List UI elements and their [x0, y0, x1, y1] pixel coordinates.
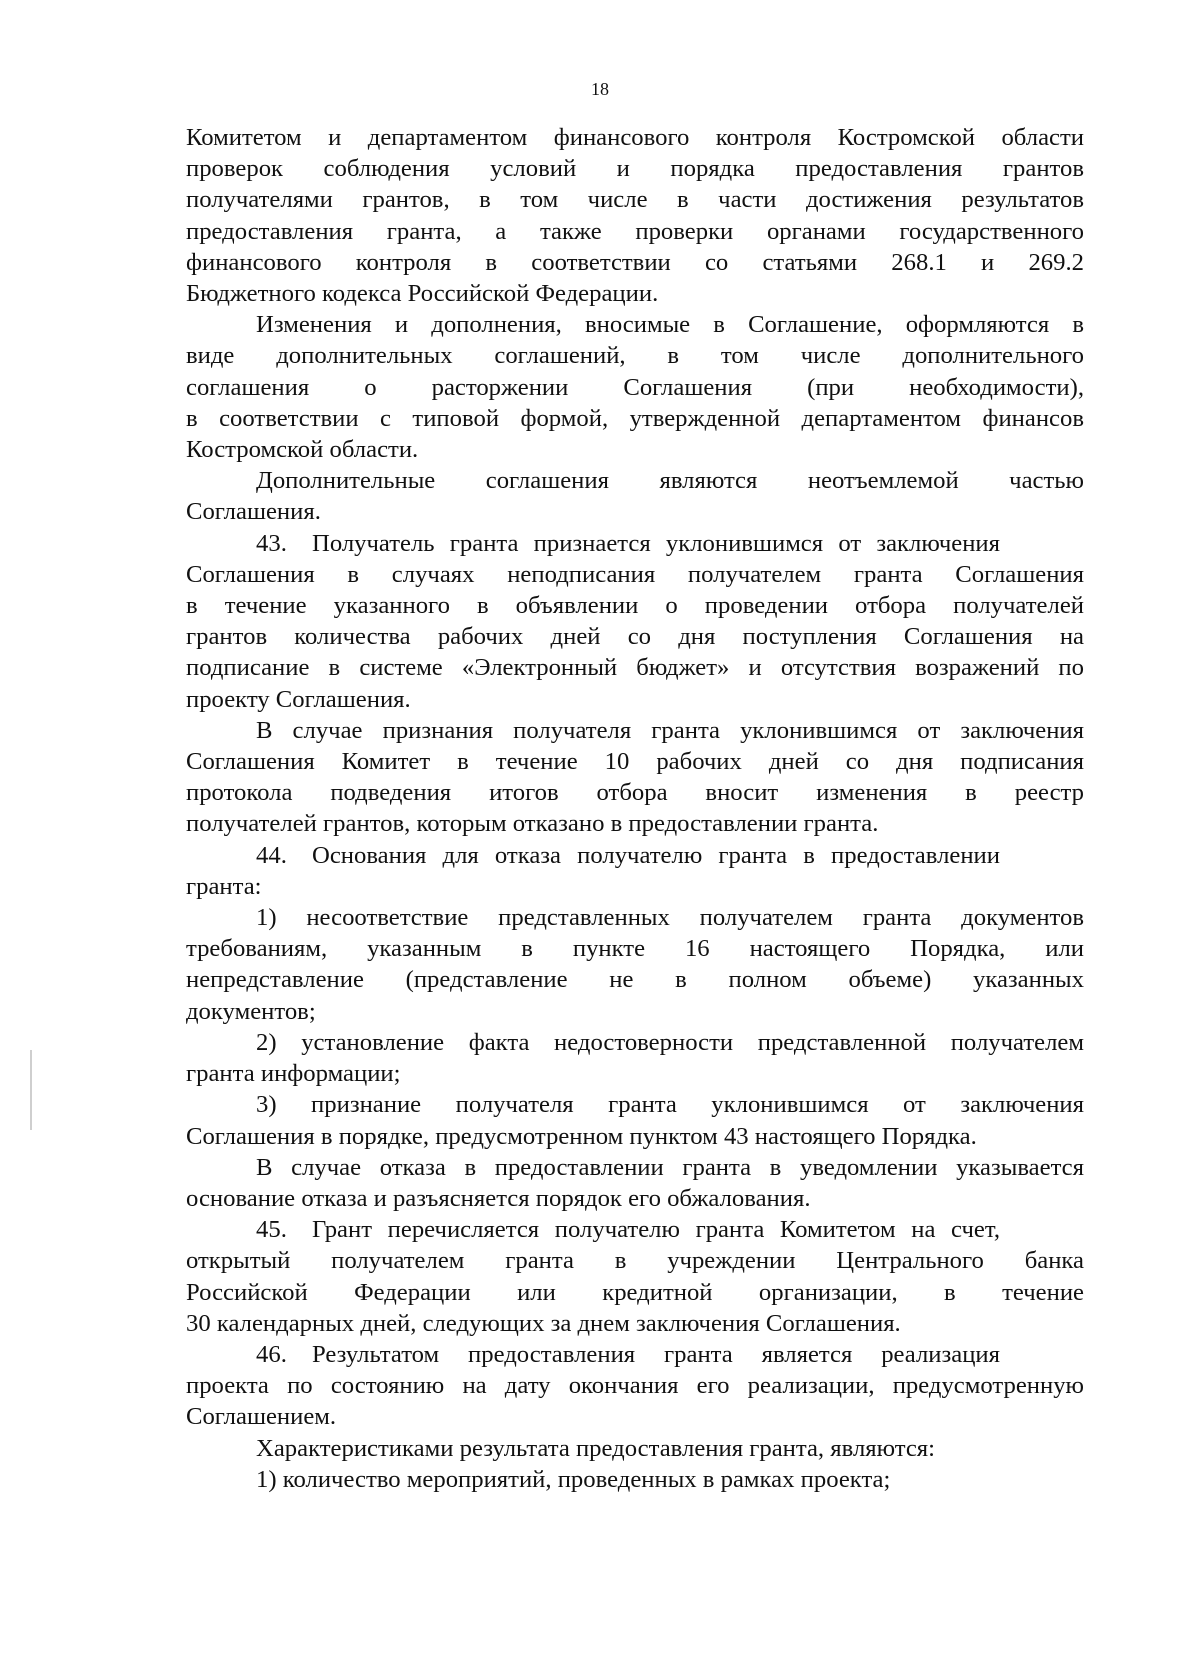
text-line: предоставления гранта, а также проверки органами государственного: [186, 217, 1084, 245]
text-line: гранта:: [186, 872, 262, 900]
text-line: В случае признания получателя гранта уклонившимся от заключения: [256, 716, 1084, 744]
text-line: виде дополнительных соглашений, в том числе дополнительного: [186, 342, 1084, 370]
text-line: подписание в системе «Электронный бюджет» и отсутствия возражений по: [186, 654, 1084, 682]
text-line: получателей грантов, которым отказано в предоставлении гранта.: [186, 810, 879, 838]
text-line: гранта информации;: [186, 1060, 401, 1088]
text-line: документов;: [186, 997, 316, 1025]
numbered-paragraph-line: [186, 840, 1084, 871]
scan-margin-mark: [30, 1050, 32, 1130]
paragraph-text: Получатель гранта признается уклонившимся от заключения: [312, 529, 1000, 557]
paragraph-text: Результатом предоставления гранта является реализация: [312, 1340, 1000, 1368]
text-line: Характеристиками результата предоставления гранта, являются:: [256, 1434, 936, 1462]
text-line: Соглашения Комитет в течение 10 рабочих дней со дня подписания: [186, 748, 1084, 776]
text-line: проекту Соглашения.: [186, 685, 411, 713]
text-line: 2) установление факта недостоверности представленной получателем: [256, 1028, 1084, 1056]
text-line: проекта по состоянию на дату окончания его реализации, предусмотренную: [186, 1372, 1084, 1400]
paragraph-text: Грант перечисляется получателю гранта Комитетом на счет,: [312, 1216, 1000, 1244]
text-line: Соглашения в случаях неподписания получателем гранта Соглашения: [186, 560, 1084, 588]
text-line: Комитетом и департаментом финансового контроля Костромской области: [186, 124, 1084, 151]
text-line: соглашения о расторжении Соглашения (при необходимости),: [186, 373, 1084, 401]
paragraph-number: 44.: [256, 841, 287, 869]
text-line: 3) признание получателя гранта уклонившимся от заключения: [256, 1091, 1084, 1119]
text-line: Соглашения.: [186, 498, 321, 526]
text-line: В случае отказа в предоставлении гранта в уведомлении указывается: [256, 1153, 1084, 1181]
numbered-paragraph-line: [186, 1339, 1084, 1370]
text-line: в течение указанного в объявлении о проведении отбора получателей: [186, 592, 1084, 620]
numbered-paragraph-line: [186, 528, 1084, 559]
text-line: 30 календарных дней, следующих за днем заключения Соглашения.: [186, 1309, 901, 1337]
text-line: Соглашением.: [186, 1403, 337, 1431]
text-line: грантов количества рабочих дней со дня поступления Соглашения на: [186, 623, 1084, 651]
paragraph-number: 46.: [256, 1340, 287, 1368]
text-line: непредставление (представление не в полном объеме) указанных: [186, 966, 1084, 994]
text-line: Костромской области.: [186, 436, 419, 464]
text-line: открытый получателем гранта в учреждении Центрального банка: [186, 1247, 1084, 1275]
text-line: Изменения и дополнения, вносимые в Соглашение, оформляются в: [256, 311, 1084, 339]
text-line: требованиям, указанным в пункте 16 настоящего Порядка, или: [186, 935, 1084, 963]
text-line: основание отказа и разъясняется порядок его обжалования.: [186, 1184, 811, 1212]
text-line: Российской Федерации или кредитной организации, в течение: [186, 1278, 1084, 1306]
text-line: протокола подведения итогов отбора вносит изменения в реестр: [186, 779, 1084, 807]
paragraph-number: 45.: [256, 1216, 287, 1244]
text-line: финансового контроля в соответствии со статьями 268.1 и 269.2: [186, 248, 1084, 276]
paragraph-text: Основания для отказа получателю гранта в предоставлении: [312, 841, 1000, 869]
text-line: Дополнительные соглашения являются неотъемлемой частью: [256, 467, 1084, 495]
text-line: Соглашения в порядке, предусмотренном пунктом 43 настоящего Порядка.: [186, 1122, 977, 1150]
text-line: 1) несоответствие представленных получателем гранта документов: [256, 904, 1084, 932]
numbered-paragraph-line: [186, 1214, 1084, 1245]
text-line: 1) количество мероприятий, проведенных в рамках проекта;: [256, 1465, 891, 1493]
text-line: проверок соблюдения условий и порядка предоставления грантов: [186, 155, 1084, 183]
text-line: Бюджетного кодекса Российской Федерации.: [186, 280, 659, 308]
text-line: в соответствии с типовой формой, утвержденной департаментом финансов: [186, 404, 1084, 432]
page-number: 18: [591, 79, 609, 99]
paragraph-number: 43.: [256, 529, 287, 557]
text-line: получателями грантов, в том числе в части достижения результатов: [186, 186, 1084, 214]
document-body: [186, 122, 1084, 1495]
